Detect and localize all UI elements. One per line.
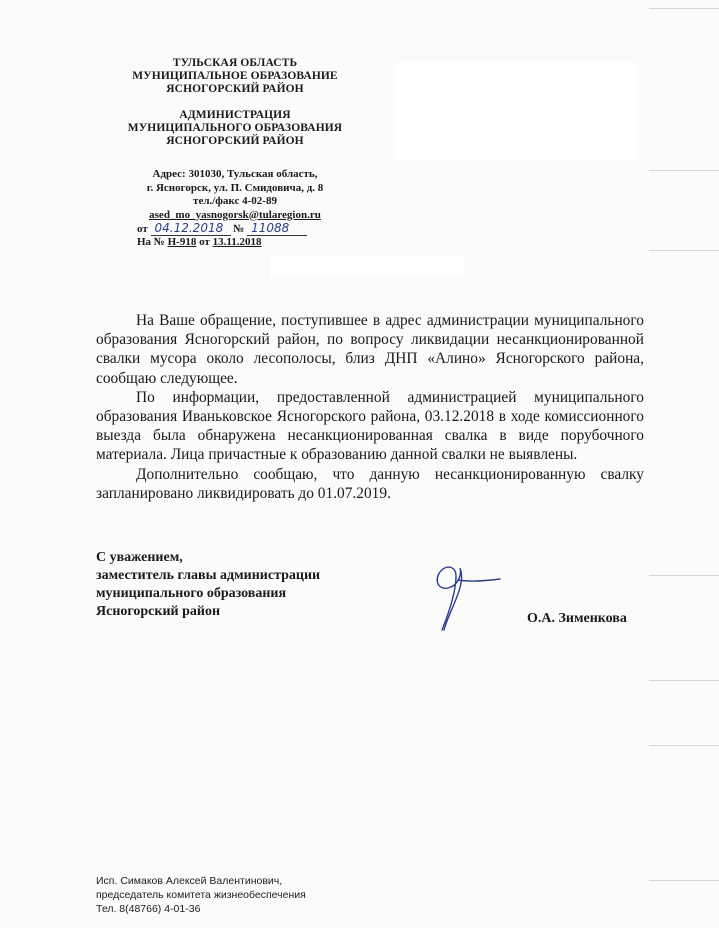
number-label: № xyxy=(233,223,245,235)
redaction-box-2 xyxy=(270,256,465,278)
letterhead-municipality: МУНИЦИПАЛЬНОЕ ОБРАЗОВАНИЕ xyxy=(132,70,338,83)
from-label: от xyxy=(137,223,148,235)
bleed-mark xyxy=(649,8,719,9)
bleed-mark xyxy=(649,880,719,881)
address-block xyxy=(110,168,360,222)
signer-name: О.А. Зименкова xyxy=(527,611,627,626)
body-paragraph-1: На Ваше обращение, поступившее в адрес администрации муниципального образования Ясногорский район, по вопросу ликвидации несанкционированной свалки мусора около лесополосы, близ ДНП «Алино» Ясногорского района, сообщаю следующее. xyxy=(96,312,644,387)
executor-phone: Тел. 8(48766) 4-01-36 xyxy=(96,903,201,915)
executor-name: Исп. Симаков Алексей Валентинович, xyxy=(96,875,283,887)
body-paragraph-3: Дополнительно сообщаю, что данную несанкционированную свалку запланировано ликвидировать до 01.07.2019. xyxy=(96,465,644,502)
letter-body xyxy=(96,311,644,503)
letterhead-administration: АДМИНИСТРАЦИЯ xyxy=(179,108,291,121)
bleed-mark xyxy=(649,170,719,171)
closing: С уважением, xyxy=(96,550,183,565)
reply-number: Н-918 xyxy=(167,236,197,248)
body-paragraph-2: По информации, предоставленной администрацией муниципального образования Иваньковское Ясногорского района, 03.12.2018 в ходе комиссионного выезда была обнаружена несанкционированная свалка в виде порубочного материала. Лица причастные к образованию данной свалки не выявлены. xyxy=(96,388,644,464)
reply-date: 13.11.2018 xyxy=(212,236,262,248)
signer-title-2: муниципального образования xyxy=(96,586,287,601)
signature-block xyxy=(96,549,320,621)
letterhead-region: ТУЛЬСКАЯ ОБЛАСТЬ xyxy=(172,57,298,69)
handwritten-number: 11088 xyxy=(251,221,290,235)
address-email: ased_mo_yasnogorsk@tularegion.ru xyxy=(149,208,321,221)
bleed-mark xyxy=(649,745,719,746)
bleed-mark xyxy=(649,680,719,681)
handwritten-date: 04.12.2018 xyxy=(154,221,224,235)
letterhead-district-2: ЯСНОГОРСКИЙ РАЙОН xyxy=(166,135,304,148)
address-phone: тел./факс 4-02-89 xyxy=(193,195,277,207)
letterhead-district: ЯСНОГОРСКИЙ РАЙОН xyxy=(166,83,304,96)
outgoing-reference xyxy=(137,221,307,236)
reply-label: На № xyxy=(137,236,165,248)
redaction-box xyxy=(395,62,635,160)
address-line-1: Адрес: 301030, Тульская область, xyxy=(152,168,318,180)
bleed-mark xyxy=(649,575,719,576)
letterhead xyxy=(110,57,360,148)
incoming-reference xyxy=(137,236,262,248)
bleed-mark xyxy=(649,250,719,251)
executor-footer xyxy=(96,874,306,916)
signer-title-1: заместитель главы администрации xyxy=(96,568,321,583)
address-line-2: г. Ясногорск, ул. П. Смидовича, д. 8 xyxy=(146,181,324,194)
handwritten-signature xyxy=(430,560,505,640)
reply-from-label: от xyxy=(199,236,210,248)
executor-position: председатель комитета жизнеобеспечения xyxy=(96,889,306,901)
letterhead-municipality-genitive: МУНИЦИПАЛЬНОГО ОБРАЗОВАНИЯ xyxy=(127,121,343,134)
signer-title-3: Ясногорский район xyxy=(96,604,221,619)
